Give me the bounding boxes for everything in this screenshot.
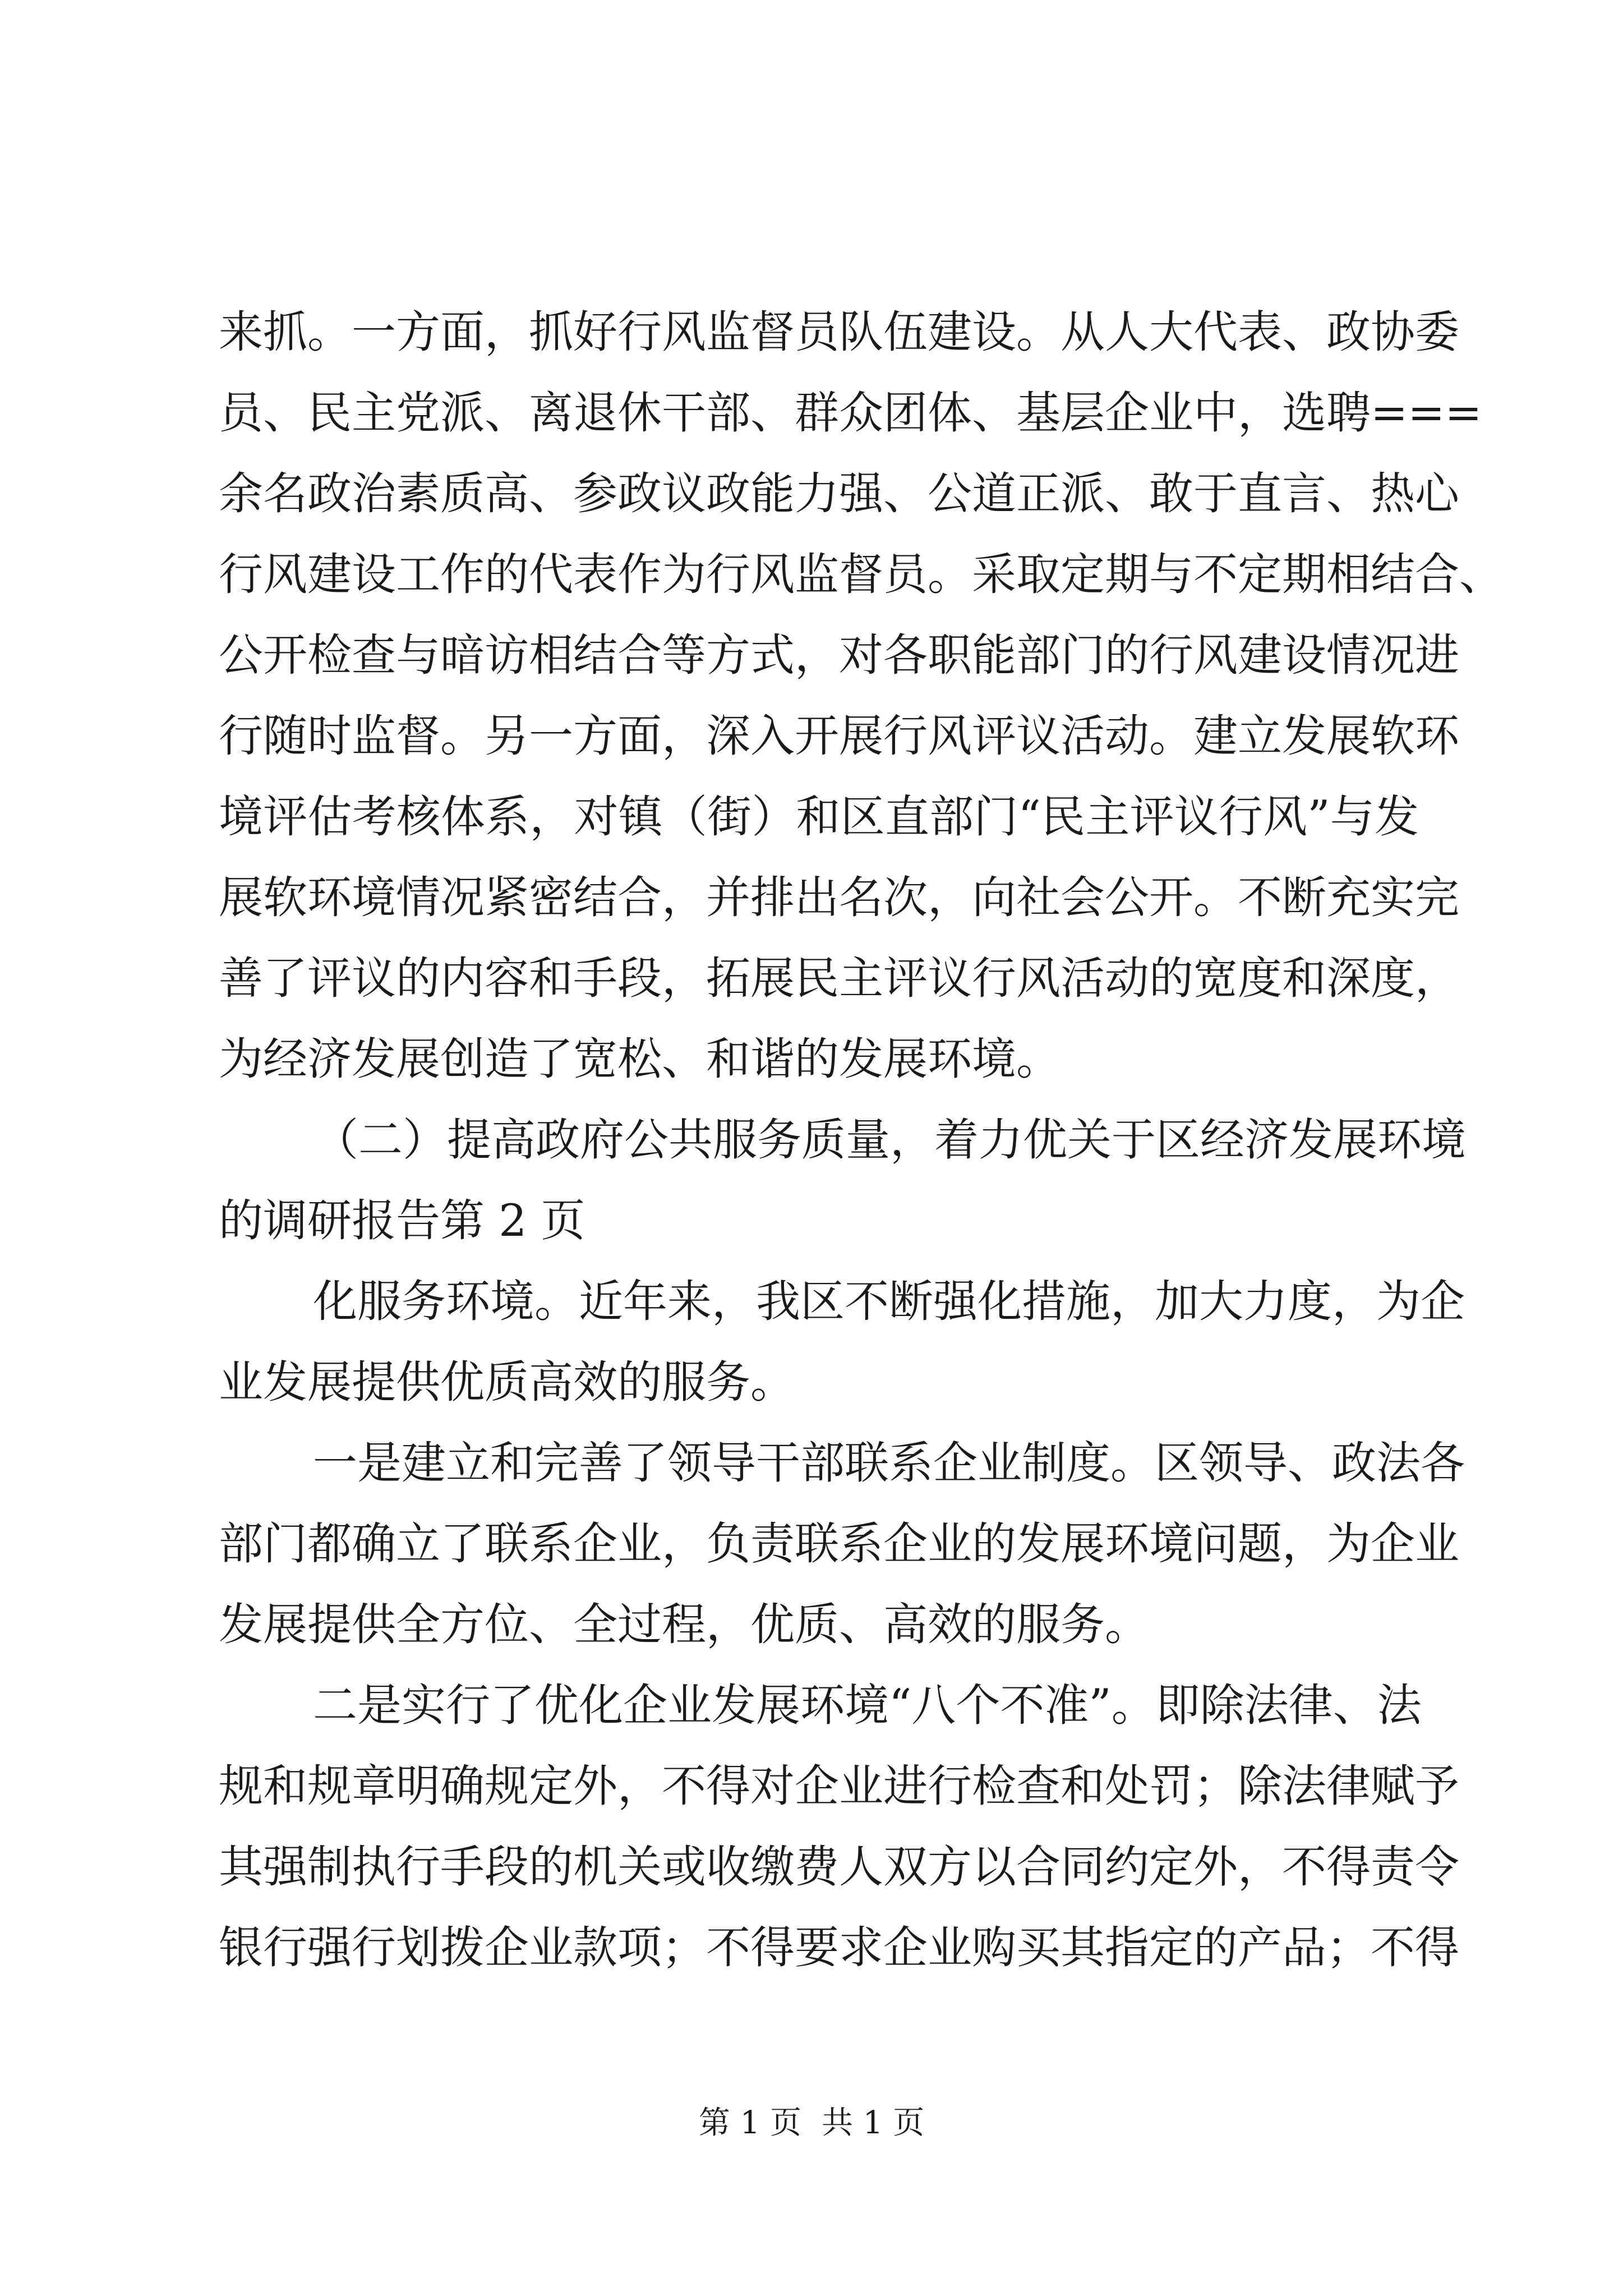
text-line: 行风建设工作的代表作为行风监督员。采取定期与不定期相结合、 bbox=[219, 549, 1504, 600]
text-line: 来抓。一方面，抓好行风监督员队伍建设。从人大代表、政协委 bbox=[219, 306, 1459, 358]
page-total: 共 1 页 bbox=[822, 2105, 925, 2141]
text-line: 部门都确立了联系企业，负责联系企业的发展环境问题，为企业 bbox=[219, 1518, 1459, 1570]
text-line: 一是建立和完善了领导干部联系企业制度。区领导、政法各 bbox=[313, 1437, 1465, 1489]
section-heading-line: （二）提高政府公共服务质量，着力优关于区经济发展环境 bbox=[314, 1114, 1466, 1166]
text-line: 银行强行划拨企业款项；不得要求企业购买其指定的产品；不得 bbox=[219, 1922, 1459, 1973]
text-line: 化服务环境。近年来，我区不断强化措施，加大力度，为企 bbox=[313, 1276, 1465, 1327]
text-line: 境评估考核体系，对镇（街）和区直部门“民主评议行风”与发 bbox=[219, 791, 1419, 843]
text-line: 发展提供全方位、全过程，优质、高效的服务。 bbox=[219, 1599, 1149, 1650]
text-line: 展软环境情况紧密结合，并排出名次，向社会公开。不断充实完 bbox=[219, 872, 1459, 923]
text-line: 公开检查与暗访相结合等方式，对各职能部门的行风建设情况进 bbox=[219, 629, 1459, 681]
text-line: 二是实行了优化企业发展环境“八个不准”。即除法律、法 bbox=[313, 1680, 1422, 1731]
text-line: 其强制执行手段的机关或收缴费人双方以合同约定外，不得责令 bbox=[219, 1841, 1459, 1893]
text-line: 余名政治素质高、参政议政能力强、公道正派、敢于直言、热心 bbox=[219, 468, 1459, 519]
text-line: 为经济发展创造了宽松、和谐的发展环境。 bbox=[219, 1033, 1061, 1085]
text-line: 行随时监督。另一方面，深入开展行风评议活动。建立发展软环 bbox=[219, 710, 1459, 762]
text-line: 员、民主党派、离退休干部、群众团体、基层企业中，选聘=== bbox=[219, 387, 1482, 439]
body-text bbox=[219, 292, 1504, 1988]
text-line: 规和规章明确规定外，不得对企业进行检查和处罚；除法律赋予 bbox=[219, 1760, 1459, 1812]
text-line: 善了评议的内容和手段，拓展民主评议行风活动的宽度和深度， bbox=[219, 953, 1459, 1004]
page-footer bbox=[0, 2098, 1623, 2143]
page-number: 第 1 页 bbox=[698, 2105, 801, 2141]
text-line: 业发展提供优质高效的服务。 bbox=[219, 1356, 795, 1408]
section-heading-line: 的调研报告第 2 页 bbox=[219, 1195, 585, 1246]
